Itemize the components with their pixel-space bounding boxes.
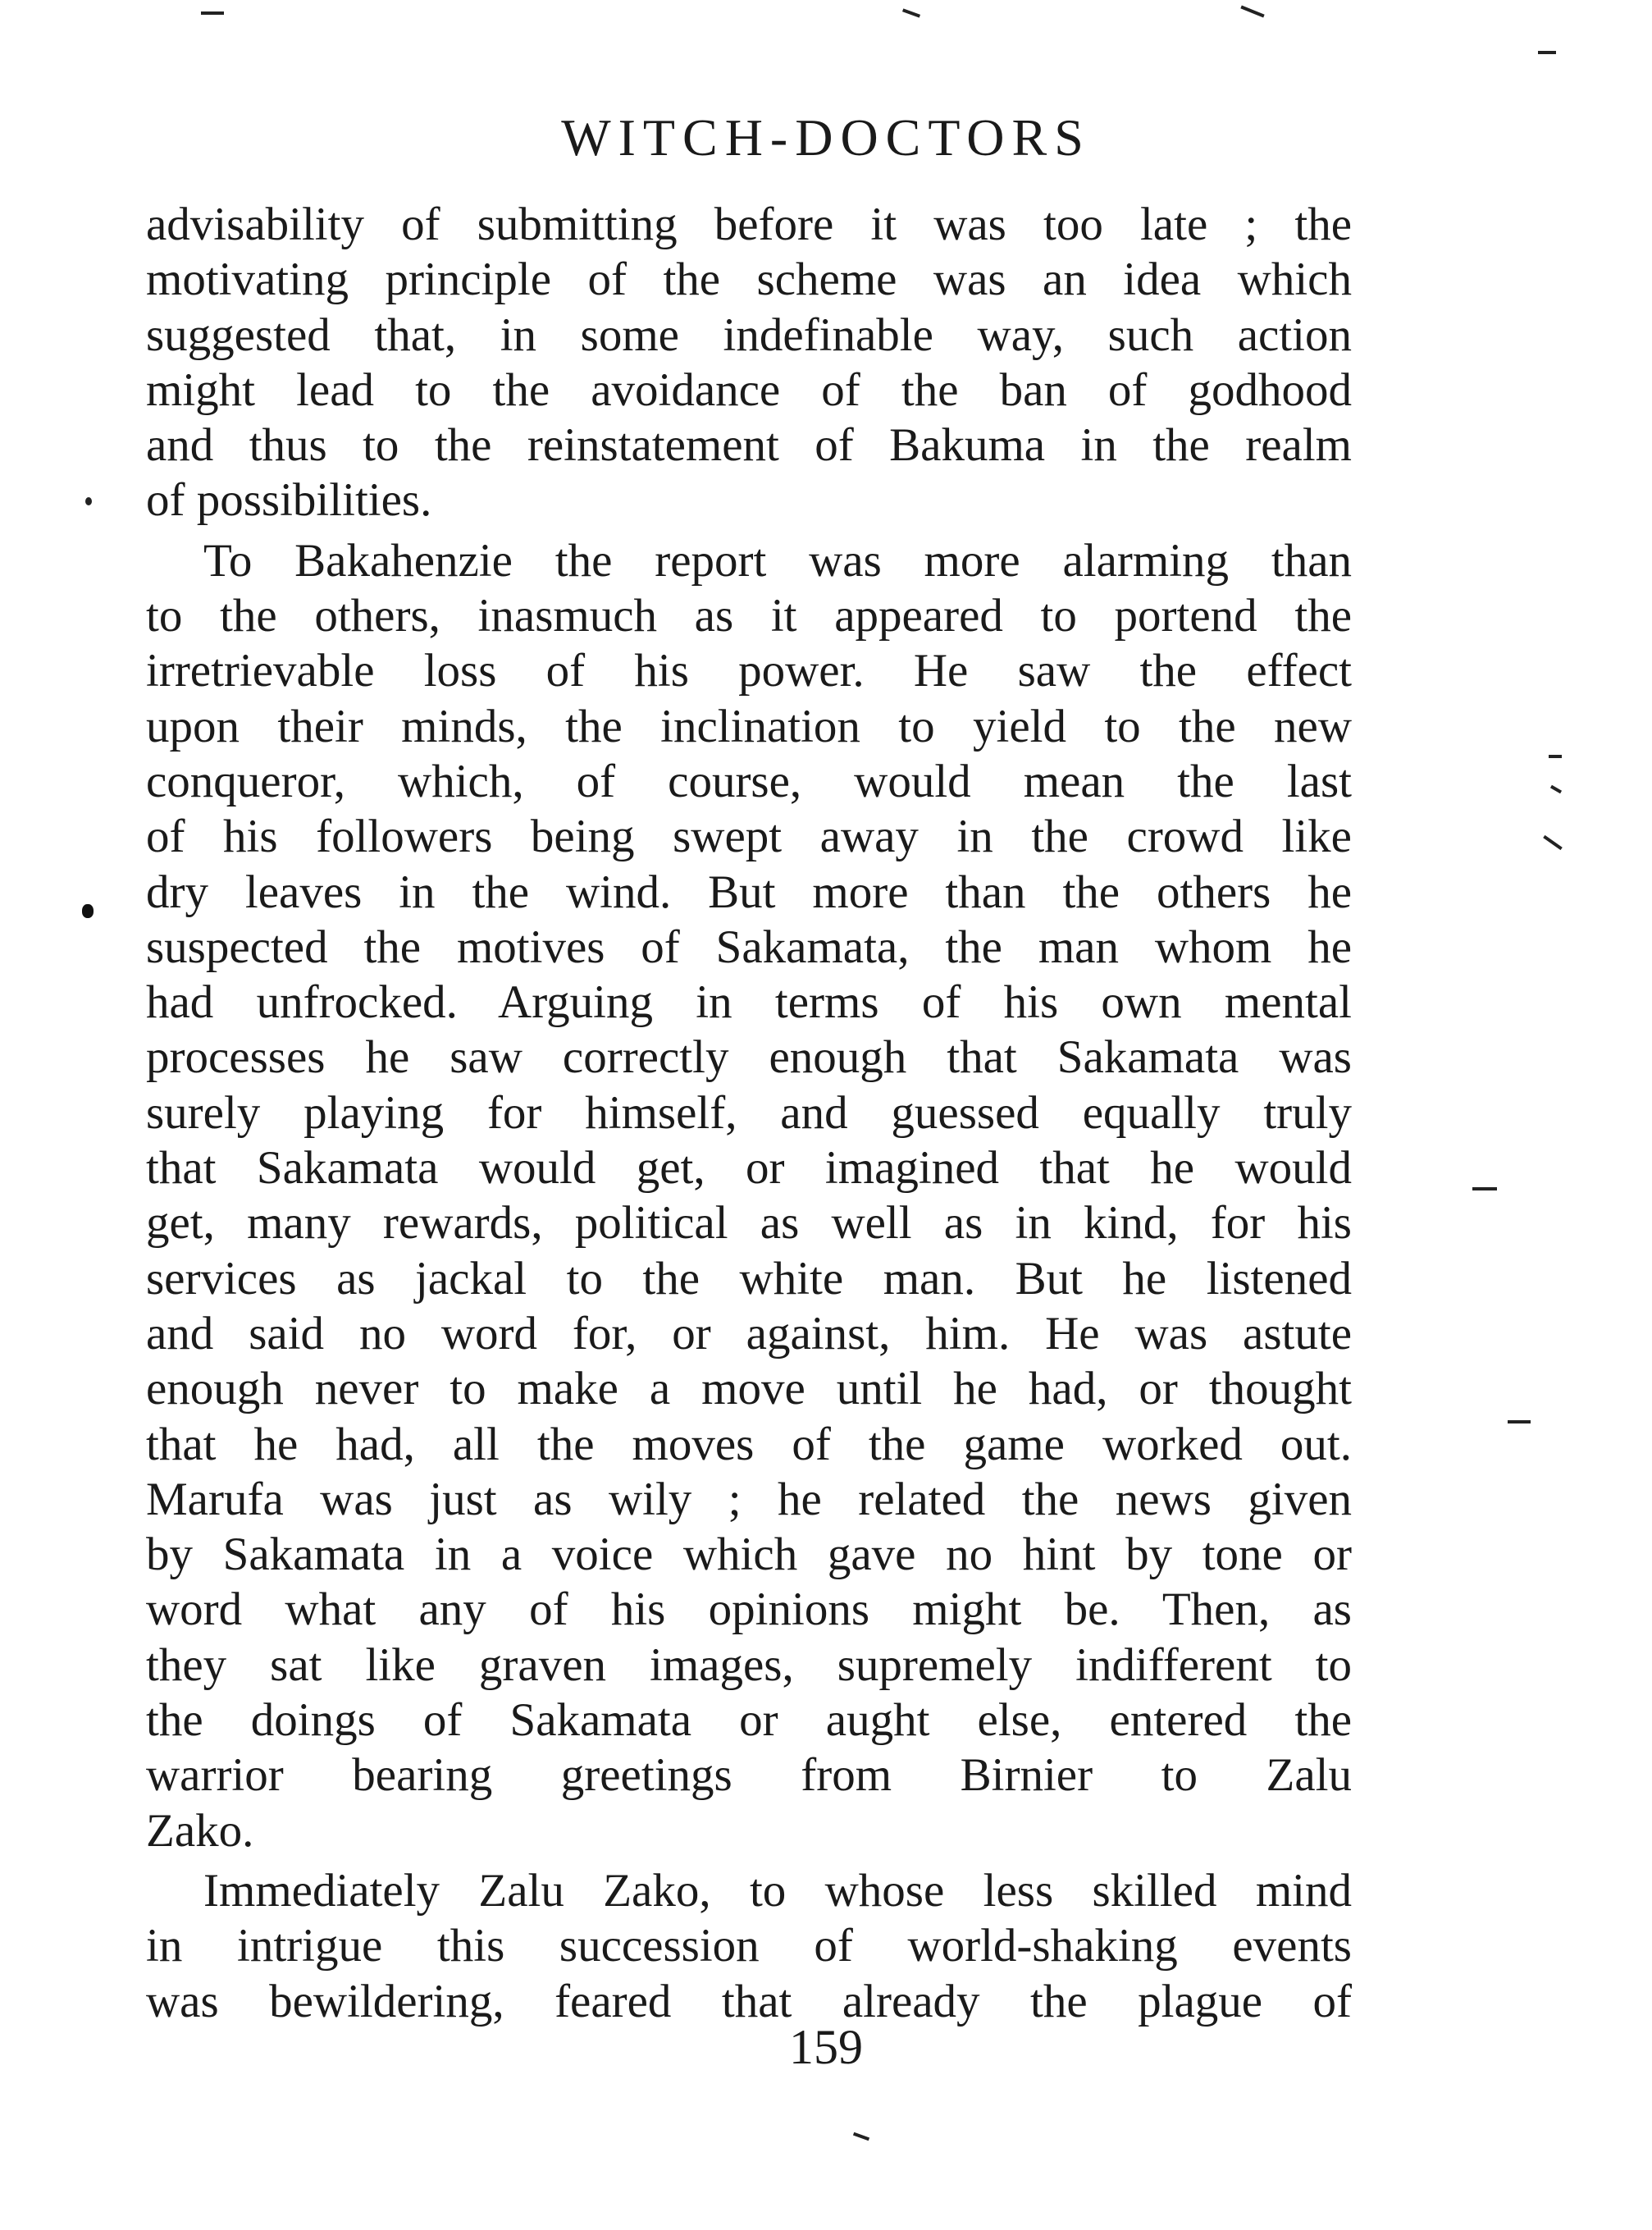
text-line: enough never to make a move until he had, or thought bbox=[146, 1363, 1352, 1415]
text-line: and said no word for, or against, him. He was astute bbox=[146, 1307, 1352, 1359]
scan-mark bbox=[853, 2132, 869, 2141]
text-line: to the others, inasmuch as it appeared to portend the bbox=[146, 590, 1352, 642]
text-line: processes he saw correctly enough that Sakamata was bbox=[146, 1031, 1352, 1084]
text-line: dry leaves in the wind. But more than the others he bbox=[146, 866, 1352, 918]
page-number: 159 bbox=[789, 2020, 863, 2074]
scan-mark bbox=[82, 904, 94, 918]
text-line: advisability of submitting before it was too late ; the bbox=[146, 199, 1352, 250]
text-line: they sat like graven images, supremely indifferent to bbox=[146, 1638, 1352, 1691]
text-line: conqueror, which, of course, would mean the last bbox=[146, 755, 1352, 807]
text-line: motivating principle of the scheme was an idea which bbox=[146, 254, 1352, 306]
text-line: word what any of his opinions might be. Then, as bbox=[146, 1583, 1352, 1636]
text-line: suggested that, in some indefinable way, such action bbox=[146, 308, 1352, 361]
scan-mark bbox=[902, 8, 920, 17]
text-line: by Sakamata in a voice which gave no hint by tone or bbox=[146, 1529, 1352, 1581]
text-line: To Bakahenzie the report was more alarming than bbox=[203, 534, 1352, 587]
text-line: suspected the motives of Sakamata, the man whom he bbox=[146, 921, 1352, 973]
scan-mark bbox=[1240, 6, 1264, 18]
text-line: Immediately Zalu Zako, to whose less skilled mind bbox=[203, 1864, 1352, 1917]
body-text bbox=[146, 197, 1352, 2029]
scan-mark bbox=[1508, 1420, 1531, 1423]
text-line: was bewildering, feared that already the plague of bbox=[146, 1975, 1352, 2027]
text-line: warrior bearing greetings from Birnier to Zalu bbox=[146, 1749, 1352, 1802]
scan-mark bbox=[85, 497, 92, 505]
scan-mark bbox=[1543, 835, 1563, 850]
text-line: get, many rewards, political as well as in kind, for his bbox=[146, 1197, 1352, 1250]
running-head: WITCH-DOCTORS bbox=[561, 108, 1091, 167]
text-line: the doings of Sakamata or aught else, entered the bbox=[146, 1694, 1352, 1747]
text-line: that Sakamata would get, or imagined that he would bbox=[146, 1142, 1352, 1195]
text-line: Zako. bbox=[146, 1804, 254, 1857]
text-line: upon their minds, the inclination to yield to the new bbox=[146, 700, 1352, 752]
text-line: had unfrocked. Arguing in terms of his own mental bbox=[146, 976, 1352, 1029]
text-line: services as jackal to the white man. But he listened bbox=[146, 1252, 1352, 1305]
text-line: that he had, all the moves of the game worked out. bbox=[146, 1418, 1352, 1470]
text-line: in intrigue this succession of world-shaking events bbox=[146, 1920, 1352, 1972]
scan-mark bbox=[201, 11, 224, 15]
text-line: and thus to the reinstatement of Bakuma in the realm bbox=[146, 419, 1352, 472]
scan-mark bbox=[1549, 755, 1562, 758]
scan-mark bbox=[1538, 51, 1556, 54]
text-line: of his followers being swept away in the crowd like bbox=[146, 811, 1352, 863]
text-line: might lead to the avoidance of the ban of godhood bbox=[146, 363, 1352, 416]
text-line: of possibilities. bbox=[146, 474, 432, 527]
text-line: surely playing for himself, and guessed equally truly bbox=[146, 1086, 1352, 1139]
text-line: irretrievable loss of his power. He saw the effect bbox=[146, 645, 1352, 697]
scan-mark bbox=[1550, 785, 1562, 793]
text-line: Marufa was just as wily ; he related the news given bbox=[146, 1473, 1352, 1525]
scan-mark bbox=[1472, 1187, 1497, 1190]
